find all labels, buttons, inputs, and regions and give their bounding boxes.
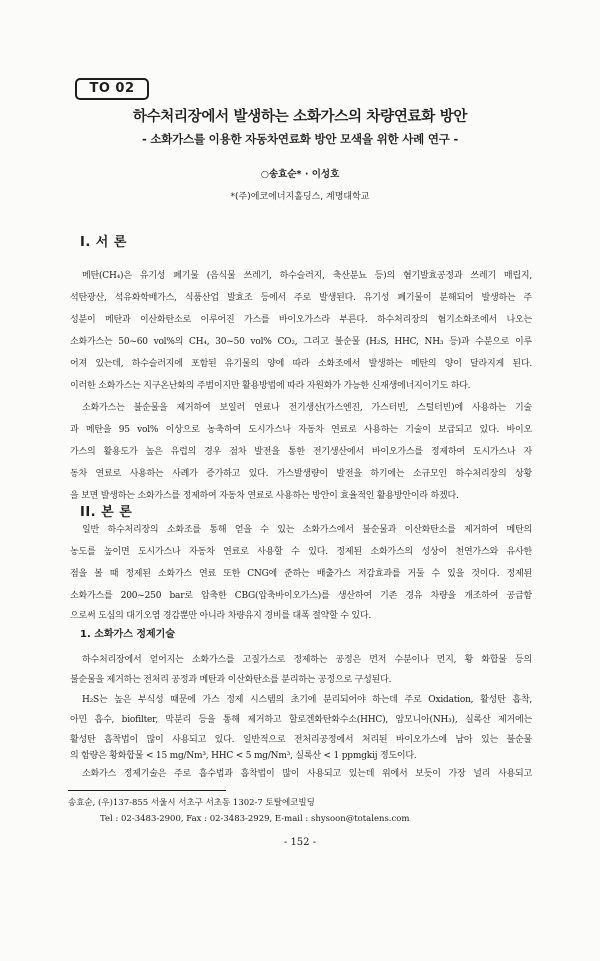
paragraph-line: 이러한 소화가스는 지구온난화의 주범이지만 활용방법에 따라 자원화가 가능한 신재생에너지이기도 하다. bbox=[70, 381, 471, 391]
section-heading-intro: I. 서 론 bbox=[80, 235, 127, 250]
section-heading-body: II. 본 론 bbox=[80, 505, 133, 520]
paper-title: 하수처리장에서 발생하는 소화가스의 차량연료화 방안 bbox=[132, 109, 468, 125]
paragraph-line: 의 함량은 황화합물 < 15 mg/Nm³, HHC < 5 mg/Nm³, 실록산 < 1 ppmgkij 정도이다. bbox=[70, 751, 417, 761]
paragraph-line: 을 보면 발생하는 소화가스를 정제하여 자동차 연료로 사용하는 방안이 효율적인 활용방안이라 하겠다. bbox=[70, 491, 459, 501]
affiliation: *(주)에코에너지홀딩스, 계명대학교 bbox=[230, 192, 370, 202]
paragraph-line: 활성탄 흡착법이 많이 사용되고 있다. 일반적으로 전처리공정에서 처리된 바이오가스에 남아 있는 불순물 bbox=[70, 735, 532, 745]
paragraph-line: 소화가스는 50~60 vol%의 CH₄, 30~50 vol% CO₂, 그리고 불순물 (H₂S, HHC, NH₃ 등)과 수분으로 이루 bbox=[70, 337, 532, 347]
session-tag: TO 02 bbox=[75, 78, 149, 100]
paragraph-line: 메탄(CH₄)은 유기성 폐기물 (음식물 쓰레기, 하수슬러지, 축산분뇨 등)의 혐기발효공정과 쓰레기 매립지, bbox=[82, 271, 532, 281]
paragraph-line: 성분이 메탄과 이산화탄소로 이루어진 가스를 바이오가스라 부른다. 하수처리장의 혐기소화조에서 나오는 bbox=[70, 315, 532, 325]
paragraph-line: 아민 흡수, biofilter, 막분리 등을 통해 제거하고 할로겐화탄화수소(HHC), 암모니아(NH₃), 실록산 제거에는 bbox=[70, 715, 532, 725]
footnote-address: 송효순, (우)137-855 서울시 서초구 서초동 1302-7 토탈에코빌딩 bbox=[68, 798, 315, 808]
paragraph-line: H₂S는 높은 부식성 때문에 가스 정제 시스템의 초기에 분리되어야 하는데 주로 Oxidation, 활성탄 흡착, bbox=[82, 695, 532, 705]
paragraph-line: 어져 있는데, 하수슬러지에 포함된 유기물의 양에 따라 소화조에서 발생하는 메탄의 양이 달라지게 된다. bbox=[70, 359, 532, 369]
authors: ○송효순* · 이성호 bbox=[260, 169, 340, 180]
paragraph-line: 하수처리장에서 얻어지는 소화가스를 고질가스로 정제하는 공정은 먼저 수분이나 먼지, 황 화합물 등의 bbox=[82, 655, 532, 665]
subsection-heading-purification: 1. 소화가스 정제기술 bbox=[80, 629, 175, 640]
page-number: - 152 - bbox=[283, 837, 317, 848]
paragraph-line: 으로써 도심의 대기오염 경감뿐만 아니라 차량유지 경비를 대폭 절약할 수 있다. bbox=[70, 611, 372, 621]
paragraph-line: 석탄광산, 석유화학배가스, 식품산업 발효조 등에서 주로 발생된다. 유기성 폐기물이 분해되어 발생하는 주 bbox=[70, 293, 532, 303]
paragraph-line: 가스의 활용도가 높은 유럽의 경우 점차 발전을 통한 전기생산에서 바이오가스를 정제하여 도시가스나 자 bbox=[70, 447, 532, 457]
paragraph-line: 소화가스 정제기술은 주로 흡수법과 흡착법이 많이 사용되고 있는데 위에서 보듯이 가장 널리 사용되고 bbox=[82, 769, 532, 779]
paragraph-line: 소화가스는 불순물을 제거하여 보일러 연료나 전기생산(가스엔진, 가스터빈, 스털터빈)에 사용하는 기술 bbox=[82, 403, 532, 413]
paragraph-line: 소화가스를 200~250 bar로 압축한 CBG(압축바이오가스)를 생산하여 기존 경유 차량을 개조하여 공급함 bbox=[70, 591, 532, 601]
footnote-rule bbox=[68, 790, 226, 791]
paragraph-line: 점을 볼 때 정제된 소화가스 연료 또한 CNG에 준하는 배출가스 저감효과를 거둘 수 있을 것이다. 정제된 bbox=[70, 569, 532, 579]
paragraph-line: 일반 하수처리장의 소화조를 통해 얻을 수 있는 소화가스에서 불순물과 이산화탄소를 제거하여 메탄의 bbox=[82, 525, 532, 535]
paragraph-line: 동차 연료로 사용하는 사례가 증가하고 있다. 가스발생량이 발전을 하기에는 소규모인 하수처리장의 상황 bbox=[70, 469, 532, 479]
paragraph-line: 농도를 높이면 도시가스나 자동차 연료로 사용할 수 있다. 정제된 소화가스의 성상이 천연가스와 유사한 bbox=[70, 547, 532, 557]
paragraph-line: 불순물을 제거하는 전처리 공정과 메탄과 이산화탄소를 분리하는 공정으로 구성된다. bbox=[70, 675, 392, 685]
footnote-contact: Tel : 02-3483-2900, Fax : 02-3483-2929, E-mail : shysoon@totalens.com bbox=[100, 814, 410, 824]
paragraph-line: 과 메탄을 95 vol% 이상으로 농축하여 도시가스나 자동차 연료로 사용하는 기술이 보급되고 있다. 바이오 bbox=[70, 425, 532, 435]
paper-subtitle: - 소화가스를 이용한 자동차연료화 방안 모색을 위한 사례 연구 - bbox=[141, 132, 459, 146]
